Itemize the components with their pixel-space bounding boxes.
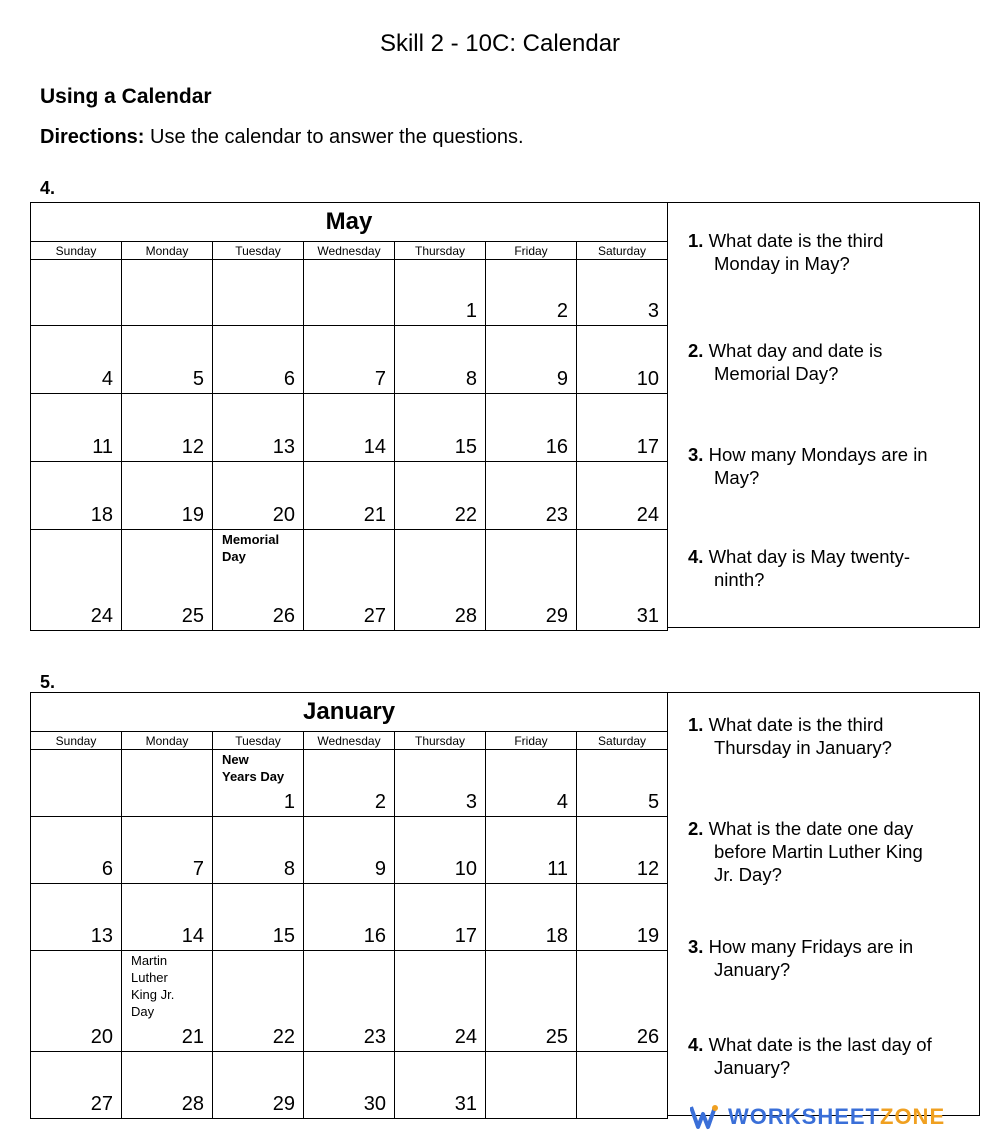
weekday-header: Monday [122, 732, 213, 750]
question-text-continued: Thursday in January? [714, 737, 892, 758]
day-cell [213, 326, 304, 394]
day-number: 24 [454, 1026, 477, 1048]
day-number: 25 [545, 1026, 568, 1048]
day-number: 11 [92, 436, 113, 458]
week-row [31, 530, 668, 631]
day-cell [122, 394, 213, 462]
day-number: 24 [636, 504, 659, 526]
day-cell [213, 462, 304, 530]
week-row [31, 884, 668, 951]
day-cell [31, 884, 122, 951]
question-text-continued: January? [714, 1057, 791, 1078]
day-number: 25 [181, 605, 204, 627]
page-title: Skill 2 - 10C: Calendar [379, 30, 621, 57]
question-text: What date is the last day of [708, 1034, 932, 1055]
day-cell [486, 817, 577, 884]
day-number: 2 [556, 300, 568, 322]
day-cell [304, 750, 395, 817]
weekday-header: Saturday [577, 242, 668, 260]
day-number: 6 [101, 858, 113, 880]
month-title: January [31, 693, 668, 732]
directions [40, 126, 524, 149]
week-row [31, 260, 668, 326]
day-number: 21 [363, 504, 386, 526]
question [688, 339, 963, 385]
day-number: 13 [272, 436, 295, 458]
weekday-header: Thursday [395, 732, 486, 750]
day-number: 12 [636, 858, 660, 880]
question-number: 4. [688, 1034, 704, 1055]
day-number: 12 [181, 436, 204, 458]
question-number: 2. [688, 340, 704, 361]
question [688, 817, 963, 886]
day-cell [577, 884, 668, 951]
week-row [31, 951, 668, 1052]
day-cell [577, 394, 668, 462]
day-number: 13 [90, 925, 113, 947]
day-cell [213, 817, 304, 884]
question [688, 1033, 963, 1079]
question-number: 3. [688, 936, 704, 957]
week-row [31, 817, 668, 884]
week-row [31, 394, 668, 462]
day-number: 23 [363, 1026, 386, 1048]
day-number: 16 [363, 925, 386, 947]
day-cell [213, 884, 304, 951]
question-text-continued: January? [714, 959, 791, 980]
day-cell [213, 530, 304, 631]
day-number: 23 [545, 504, 568, 526]
day-cell [213, 260, 304, 326]
day-cell [304, 530, 395, 631]
question-text-continued: May? [714, 467, 760, 488]
holiday-note: Martin Luther King Jr. Day [131, 953, 175, 1019]
question-text: What date is the third [708, 714, 884, 735]
day-number: 17 [636, 436, 659, 458]
day-cell [31, 951, 122, 1052]
day-number: 28 [181, 1093, 204, 1115]
day-cell [304, 1052, 395, 1119]
weekday-header: Tuesday [213, 242, 304, 260]
watermark-text: WORKSHEETZONE [728, 1104, 946, 1129]
holiday-note: New Years Day [222, 752, 285, 784]
week-row [31, 1052, 668, 1119]
day-number: 9 [374, 858, 386, 880]
day-cell [304, 884, 395, 951]
day-number: 24 [90, 605, 113, 627]
day-cell [577, 462, 668, 530]
day-cell [31, 462, 122, 530]
day-number: 31 [454, 1093, 477, 1115]
question [688, 443, 963, 489]
day-number: 29 [272, 1093, 295, 1115]
day-number: 3 [465, 791, 477, 813]
day-cell [304, 951, 395, 1052]
day-number: 26 [636, 1026, 660, 1048]
day-cell [577, 750, 668, 817]
day-number: 16 [545, 436, 568, 458]
day-number: 3 [647, 300, 659, 322]
holiday-note: Memorial Day [222, 532, 280, 564]
day-number: 15 [454, 436, 477, 458]
day-cell [577, 326, 668, 394]
week-row [31, 750, 668, 817]
day-cell [213, 951, 304, 1052]
day-number: 14 [181, 925, 204, 947]
day-number: 10 [636, 368, 659, 390]
day-cell [486, 260, 577, 326]
day-number: 21 [181, 1026, 204, 1048]
day-number: 20 [272, 504, 295, 526]
day-number: 4 [556, 791, 568, 813]
day-cell [395, 884, 486, 951]
day-number: 5 [192, 368, 204, 390]
question-text-continued: before Martin Luther King Jr. Day? [714, 841, 923, 885]
day-cell [395, 326, 486, 394]
calendar-grid [30, 692, 668, 1119]
day-cell [395, 530, 486, 631]
calendar-number: 4. [40, 178, 56, 198]
weekday-header: Sunday [31, 732, 122, 750]
day-number: 30 [363, 1093, 386, 1115]
directions-text: Use the calendar to answer the questions. [144, 126, 524, 148]
day-cell [395, 260, 486, 326]
weekday-header: Friday [486, 242, 577, 260]
question [688, 545, 963, 591]
day-number: 26 [272, 605, 295, 627]
day-cell [395, 951, 486, 1052]
week-row [31, 326, 668, 394]
day-cell [31, 394, 122, 462]
day-cell [486, 326, 577, 394]
watermark [690, 1098, 1000, 1136]
question-text-continued: ninth? [714, 569, 765, 590]
day-number: 27 [90, 1093, 113, 1115]
question [688, 229, 963, 275]
week-row [31, 462, 668, 530]
day-number: 4 [101, 368, 113, 390]
weekday-header: Thursday [395, 242, 486, 260]
section-heading: Using a Calendar [40, 85, 212, 108]
day-cell [577, 817, 668, 884]
day-cell [486, 462, 577, 530]
day-cell [395, 462, 486, 530]
day-cell [395, 394, 486, 462]
day-number: 2 [374, 791, 386, 813]
day-number: 9 [556, 368, 568, 390]
question-number: 1. [688, 714, 704, 735]
questions-panel [667, 692, 980, 1116]
day-cell [486, 750, 577, 817]
weekday-header: Sunday [31, 242, 122, 260]
day-number: 19 [636, 925, 660, 947]
weekday-header: Friday [486, 732, 577, 750]
directions-label: Directions: [40, 126, 145, 148]
day-cell [486, 951, 577, 1052]
day-cell [486, 1052, 577, 1119]
day-cell [31, 530, 122, 631]
question-text-continued: Memorial Day? [714, 363, 839, 384]
day-cell [122, 884, 213, 951]
day-cell [122, 462, 213, 530]
question [688, 713, 963, 759]
day-number: 5 [647, 791, 660, 813]
day-number: 18 [90, 504, 113, 526]
weekday-header: Saturday [577, 732, 668, 750]
day-cell [122, 817, 213, 884]
day-number: 17 [454, 925, 477, 947]
day-number: 7 [374, 368, 386, 390]
day-cell [122, 326, 213, 394]
question-text-continued: Monday in May? [714, 253, 850, 274]
day-number: 18 [545, 925, 568, 947]
day-cell [577, 530, 668, 631]
day-number: 27 [363, 605, 386, 627]
day-cell [304, 394, 395, 462]
day-number: 1 [283, 791, 295, 813]
day-number: 10 [454, 858, 477, 880]
question-text: How many Fridays are in [708, 936, 914, 957]
day-cell [213, 750, 304, 817]
question-text: What date is the third [708, 230, 884, 251]
day-cell [395, 750, 486, 817]
question-text: What day and date is [708, 340, 883, 361]
question-number: 4. [688, 546, 704, 567]
day-number: 31 [636, 605, 659, 627]
calendar-number: 5. [40, 672, 56, 692]
day-cell [31, 817, 122, 884]
day-cell [577, 951, 668, 1052]
day-number: 6 [283, 368, 295, 390]
day-number: 22 [454, 504, 477, 526]
questions-panel [667, 202, 980, 628]
day-number: 29 [545, 605, 568, 627]
day-number: 8 [465, 368, 477, 390]
day-number: 11 [547, 858, 568, 880]
day-number: 7 [192, 858, 204, 880]
day-cell [31, 1052, 122, 1119]
day-number: 8 [283, 858, 295, 880]
day-cell [304, 462, 395, 530]
day-cell [304, 326, 395, 394]
question-text: What is the date one day [708, 818, 914, 839]
day-cell [31, 260, 122, 326]
weekday-header: Wednesday [304, 242, 395, 260]
day-cell [395, 817, 486, 884]
question-number: 3. [688, 444, 704, 465]
day-cell [577, 1052, 668, 1119]
day-cell [31, 326, 122, 394]
day-number: 1 [465, 300, 477, 322]
question-number: 2. [688, 818, 704, 839]
month-title: May [31, 203, 668, 242]
day-cell [31, 750, 122, 817]
day-cell [213, 394, 304, 462]
day-number: 14 [363, 436, 386, 458]
calendar-grid [30, 202, 668, 631]
day-cell [486, 884, 577, 951]
worksheetzone-logo-icon [690, 1104, 720, 1130]
day-number: 15 [272, 925, 295, 947]
day-number: 28 [454, 605, 477, 627]
day-number: 22 [272, 1026, 295, 1048]
day-cell [122, 750, 213, 817]
day-cell [122, 530, 213, 631]
day-cell [122, 951, 213, 1052]
weekday-header: Wednesday [304, 732, 395, 750]
question-text: What day is May twenty- [708, 546, 911, 567]
weekday-header: Monday [122, 242, 213, 260]
day-cell [577, 260, 668, 326]
day-cell [304, 260, 395, 326]
day-cell [395, 1052, 486, 1119]
day-cell [486, 530, 577, 631]
day-cell [213, 1052, 304, 1119]
day-number: 19 [181, 504, 204, 526]
question-text: How many Mondays are in [708, 444, 928, 465]
day-cell [122, 1052, 213, 1119]
question [688, 935, 963, 981]
day-number: 20 [90, 1026, 113, 1048]
question-number: 1. [688, 230, 704, 251]
weekday-header: Tuesday [213, 732, 304, 750]
day-cell [486, 394, 577, 462]
day-cell [304, 817, 395, 884]
day-cell [122, 260, 213, 326]
